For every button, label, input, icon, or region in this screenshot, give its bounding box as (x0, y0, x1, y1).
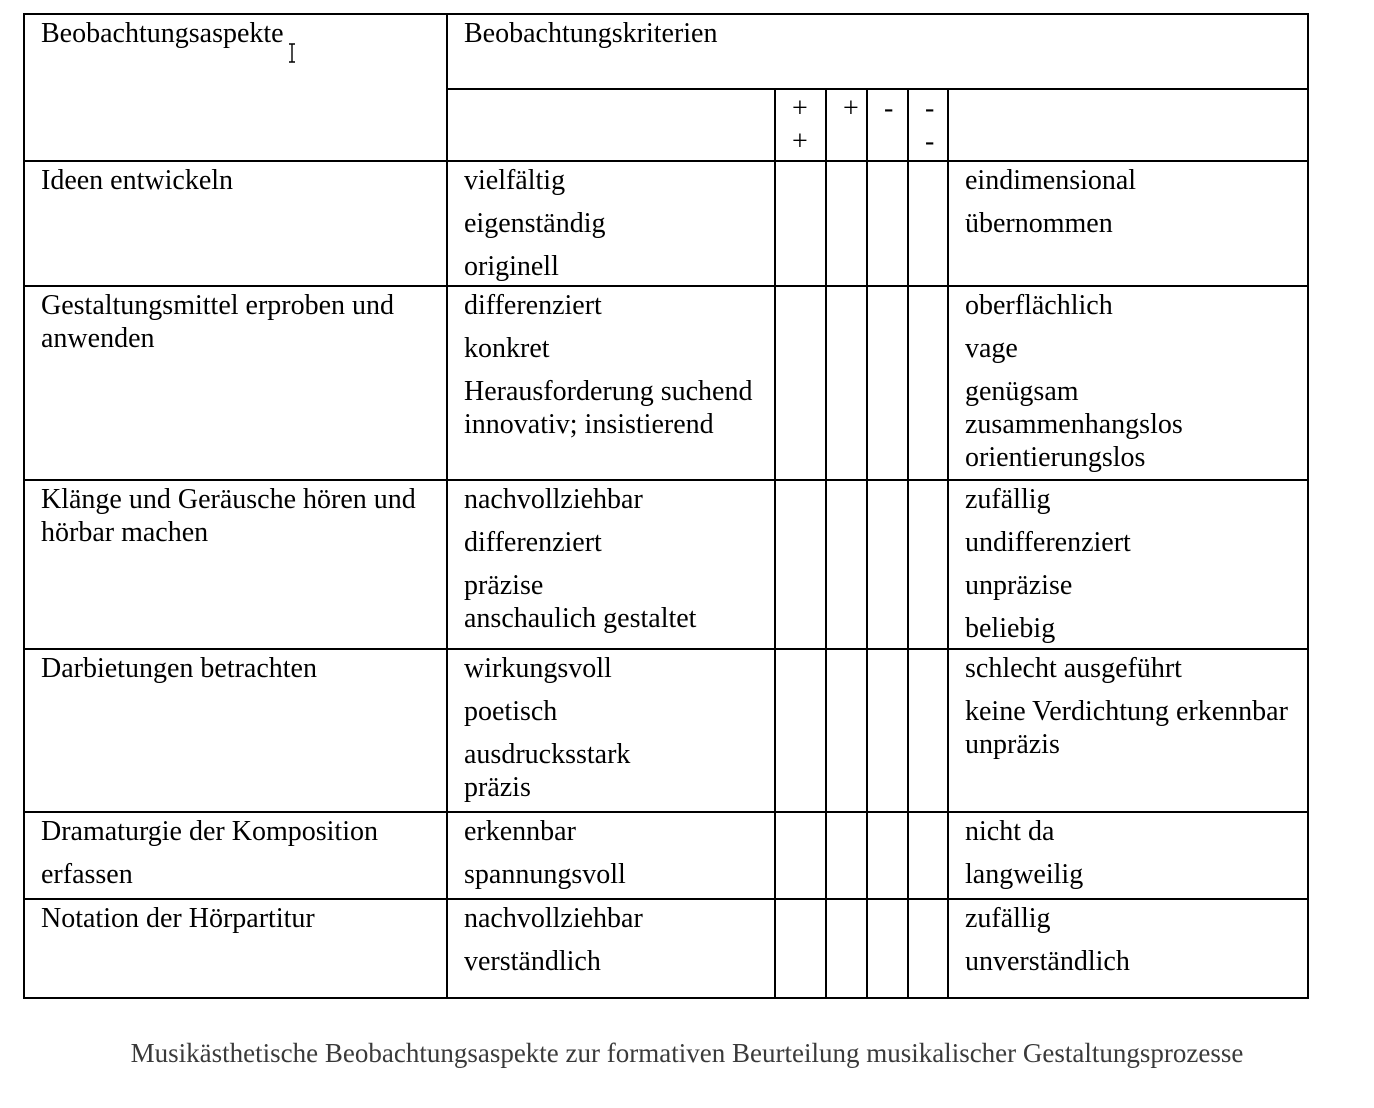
rating-cell-minus (867, 161, 908, 286)
criteria-paragraph: vielfältig (464, 165, 566, 196)
criteria-paragraph: langweilig (965, 859, 1084, 890)
criteria-paragraph: erkennbar (464, 816, 576, 847)
negative-criteria-header-blank (948, 89, 1308, 161)
positive-criteria-cell (447, 649, 775, 812)
aspect-cell (24, 480, 447, 649)
criteria-paragraph: Ideen entwickeln (41, 165, 234, 196)
criteria-paragraph: differenziert (464, 290, 602, 321)
criteria-paragraph: differenziert (464, 527, 602, 558)
positive-criteria-cell (447, 161, 775, 286)
criteria-paragraph: Herausforderung suchend innovativ; insistierend (464, 376, 753, 440)
criteria-paragraph: unverständlich (965, 946, 1130, 977)
table-row (24, 812, 1308, 899)
aspects-header-label: Beobachtungsaspekte (41, 18, 284, 49)
negative-criteria-cell (948, 161, 1308, 286)
rating-header-cell-minus: - (867, 89, 908, 161)
criteria-paragraph: oberflächlich (965, 290, 1113, 321)
negative-criteria-cell (948, 480, 1308, 649)
rating-cell-minusminus (908, 899, 948, 998)
criteria-paragraph: schlecht ausgeführt (965, 653, 1182, 684)
aspect-cell (24, 812, 447, 899)
rating-cell-minus (867, 649, 908, 812)
assessment-table (23, 13, 1309, 999)
rating-cell-plusplus (775, 899, 826, 998)
rating-cell-plus (826, 480, 867, 649)
rating-cell-plusplus (775, 480, 826, 649)
rating-cell-plus (826, 161, 867, 286)
rating-header-cell-plusplus: + + (775, 89, 826, 161)
rating-cell-minus (867, 899, 908, 998)
negative-criteria-cell (948, 649, 1308, 812)
rating-cell-minus (867, 480, 908, 649)
table-row (24, 161, 1308, 286)
criteria-paragraph: verständlich (464, 946, 601, 977)
criteria-paragraph: übernommen (965, 208, 1113, 239)
rating-cell-plusplus (775, 161, 826, 286)
aspect-cell (24, 899, 447, 998)
criteria-paragraph: wirkungsvoll (464, 653, 612, 684)
criteria-paragraph: spannungsvoll (464, 859, 626, 890)
criteria-paragraph: nicht da (965, 816, 1055, 847)
rating-cell-plusplus (775, 812, 826, 899)
rating-cell-plus (826, 649, 867, 812)
criteria-paragraph: ausdrucksstark präzis (464, 739, 631, 803)
table-row (24, 480, 1308, 649)
rating-cell-minus (867, 286, 908, 480)
criteria-paragraph: undifferenziert (965, 527, 1131, 558)
rating-cell-minusminus (908, 649, 948, 812)
rating-cell-plus (826, 899, 867, 998)
table-caption: Musikästhetische Beobachtungsaspekte zur formativen Beurteilung musikalischer Gestaltungsprozesse (130, 1038, 1244, 1068)
criteria-paragraph: genügsam zusammenhangslos orientierungslos (965, 376, 1183, 473)
negative-criteria-cell (948, 812, 1308, 899)
negative-criteria-cell (948, 286, 1308, 480)
aspect-cell (24, 286, 447, 480)
rating-cell-plusplus (775, 649, 826, 812)
criteria-paragraph: beliebig (965, 613, 1056, 644)
criteria-paragraph: eindimensional (965, 165, 1137, 196)
rating-cell-minusminus (908, 286, 948, 480)
negative-criteria-cell (948, 899, 1308, 998)
text-cursor-icon (287, 43, 297, 63)
rating-cell-minusminus (908, 480, 948, 649)
criteria-paragraph: vage (965, 333, 1018, 364)
rating-header-cell-minusminus: - - (908, 89, 948, 161)
table-row (24, 649, 1308, 812)
criteria-paragraph: Darbietungen betrachten (41, 653, 317, 684)
table-row (24, 286, 1308, 480)
criteria-paragraph: originell (464, 251, 559, 282)
aspect-cell (24, 161, 447, 286)
aspect-cell (24, 649, 447, 812)
positive-criteria-cell (447, 286, 775, 480)
criteria-paragraph: konkret (464, 333, 550, 364)
aspects-header-cell (24, 14, 447, 161)
header-row-top (24, 14, 1308, 89)
rating-cell-plus (826, 286, 867, 480)
criteria-paragraph: nachvollziehbar (464, 484, 643, 515)
criteria-paragraph: zufällig (965, 903, 1051, 934)
rating-cell-minusminus (908, 161, 948, 286)
criteria-paragraph: nachvollziehbar (464, 903, 643, 934)
rating-cell-plusplus (775, 286, 826, 480)
table-body (24, 161, 1308, 998)
criteria-paragraph: poetisch (464, 696, 558, 727)
criteria-paragraph: Gestaltungsmittel erproben und anwenden (41, 290, 395, 354)
criteria-paragraph: Klänge und Geräusche hören und hörbar machen (41, 484, 416, 548)
positive-criteria-cell (447, 899, 775, 998)
criteria-paragraph: Notation der Hörpartitur (41, 903, 315, 934)
rating-cell-minus (867, 812, 908, 899)
criteria-paragraph: keine Verdichtung erkennbar unpräzis (965, 696, 1288, 760)
rating-cell-minusminus (908, 812, 948, 899)
criteria-paragraph: erfassen (41, 859, 133, 890)
criteria-paragraph: unpräzise (965, 570, 1073, 601)
positive-criteria-cell (447, 480, 775, 649)
criteria-paragraph: Dramaturgie der Komposition (41, 816, 378, 847)
positive-criteria-cell (447, 812, 775, 899)
criteria-header-cell (447, 14, 1308, 89)
criteria-paragraph: präzise anschaulich gestaltet (464, 570, 697, 634)
table-row (24, 899, 1308, 998)
positive-criteria-header-blank (447, 89, 775, 161)
rating-header-cell-plus: + (826, 89, 867, 161)
criteria-paragraph: eigenständig (464, 208, 606, 239)
criteria-header-label: Beobachtungskriterien (464, 18, 718, 49)
rating-cell-plus (826, 812, 867, 899)
criteria-paragraph: zufällig (965, 484, 1051, 515)
